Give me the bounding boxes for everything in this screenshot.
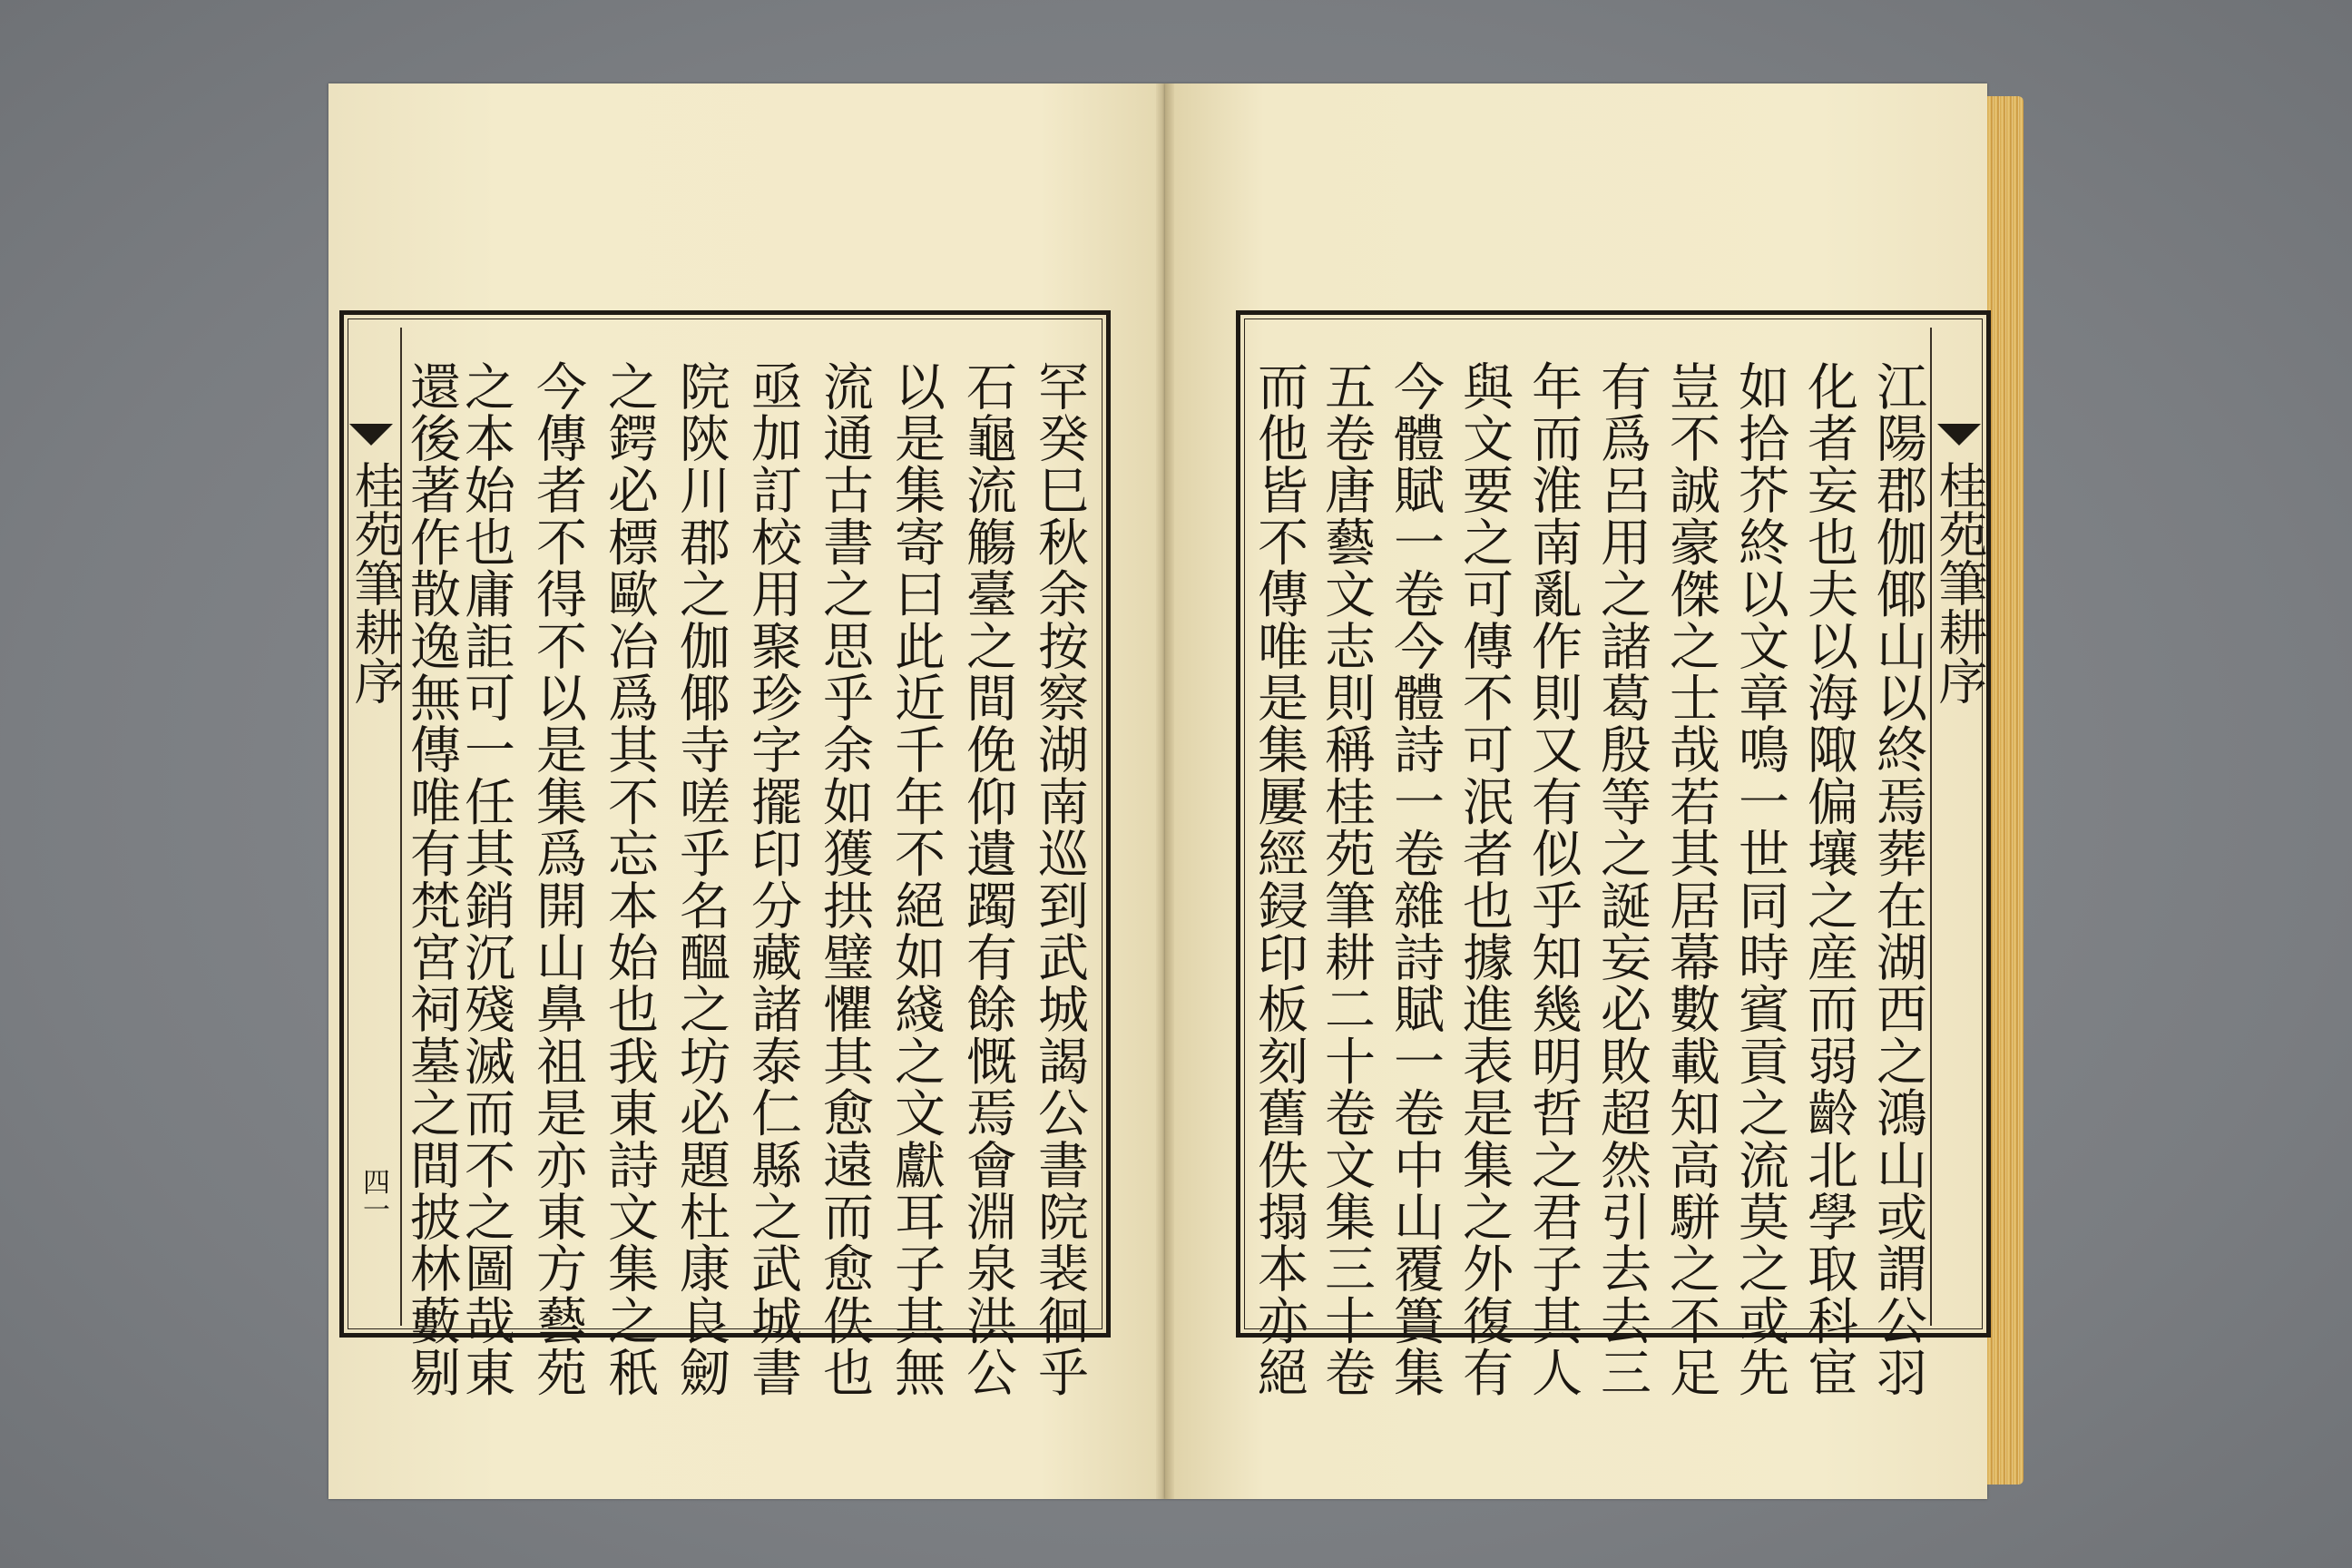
left-fishtail-mark xyxy=(349,424,393,446)
left-text-column-3: 以是集寄曰此近千年不絕如綫之文獻耳子其無 xyxy=(887,360,946,1398)
right-text-column-2: 化者妄也夫以海陬偏壤之産而弱齡北學取科宦 xyxy=(1799,360,1858,1398)
right-printed-frame xyxy=(1236,310,1991,1398)
right-text-column-4: 豈不誠豪傑之士哉若其居幕數載知高駢之不足 xyxy=(1661,360,1720,1398)
left-text-column-2: 石龜流觴臺之間俛仰遺躅有餘慨焉會淵泉洪公 xyxy=(958,360,1017,1398)
right-text-column-10: 而他皆不傳唯是集屢經鋟印板刻舊佚搨本亦絕 xyxy=(1250,360,1308,1398)
left-page-number: 四一 xyxy=(358,1168,389,1222)
right-text-column-3: 如拾芥終以文章鳴一世同時賓貢之流莫之或先 xyxy=(1730,360,1789,1398)
left-text-column-7: 之鍔必標歐冶爲其不忘本始也我東詩文集之秖 xyxy=(600,360,659,1398)
left-text-column-1: 罕癸巳秋余按察湖南巡到武城謁公書院裴徊乎 xyxy=(1030,360,1089,1398)
left-center-title: 桂苑筆耕序 xyxy=(347,460,404,705)
left-text-column-9: 之本始也庸詎可一任其銷沉殘滅而不之圖哉東 xyxy=(456,360,515,1398)
page-edges xyxy=(1987,96,2024,1485)
left-text-column-5: 亟加訂校用聚珍字擺印分藏諸泰仁縣之武城書 xyxy=(743,360,802,1398)
right-text-column-1: 江陽郡伽倻山以終焉葬在湖西之鴻山或謂公羽 xyxy=(1868,360,1927,1398)
right-text-column-5: 有爲呂用之諸葛殷等之誕妄必敗超然引去去三 xyxy=(1592,360,1651,1398)
right-text-column-7: 與文要之可傳不可泯者也據進表是集之外復有 xyxy=(1455,360,1514,1398)
left-center-rule xyxy=(400,328,402,1326)
right-text-column-8: 今體賦一卷今體詩一卷雜詩賦一卷中山覆簣集 xyxy=(1386,360,1445,1398)
book-gutter xyxy=(1156,83,1174,1499)
left-text-column-8: 今傳者不得不以是集爲開山鼻祖是亦東方藝苑 xyxy=(528,360,587,1398)
right-text-column-9: 五卷唐藝文志則稱桂苑筆耕二十卷文集三十卷 xyxy=(1317,360,1376,1398)
left-text-column-4: 流通古書之思乎余如獲拱璧懼其愈遠而愈佚也 xyxy=(815,360,874,1398)
right-text-column-6: 年而淮南亂作則又有似乎知幾明哲之君子其人 xyxy=(1524,360,1583,1398)
left-page xyxy=(328,83,1165,1499)
right-fishtail-mark xyxy=(1937,424,1981,446)
left-text-column-10: 還後著作散逸無傳唯有梵宮祠墓之間披林藪剔 xyxy=(402,360,461,1398)
right-center-title: 桂苑筆耕序 xyxy=(1931,460,1988,705)
left-text-column-6: 院陝川郡之伽倻寺嗟乎名醞之坊必題杜康良劒 xyxy=(671,360,730,1398)
open-book xyxy=(328,83,2024,1499)
right-center-rule xyxy=(1930,328,1932,1326)
left-printed-frame xyxy=(339,310,1111,1398)
